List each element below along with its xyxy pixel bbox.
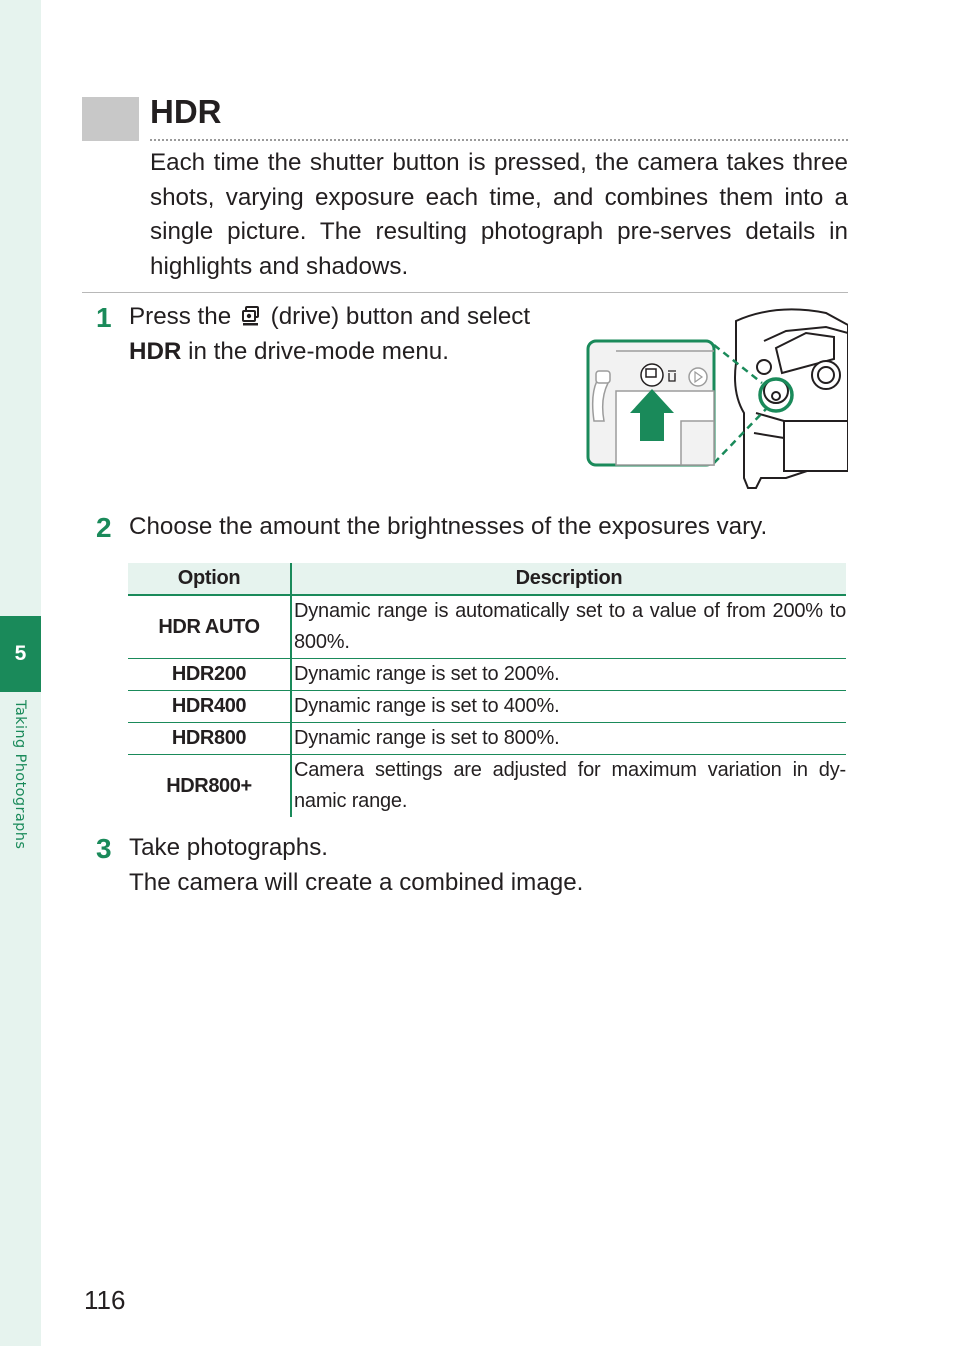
heading-marker (82, 97, 139, 141)
step-3-line-2: The camera will create a combined image. (129, 868, 584, 896)
option-cell: HDR400 (128, 691, 291, 723)
step-1-text-before: Press the (129, 303, 232, 330)
option-cell: HDR800 (128, 723, 291, 755)
chapter-title: Taking Photographs (12, 700, 28, 850)
step-1-text-end: in the drive-mode menu. (188, 337, 449, 365)
step-2-text: Choose the amount the brightnesses of the exposures vary. (129, 513, 768, 540)
step-3-line-1: Take photographs. (129, 834, 329, 861)
heading-divider (150, 139, 848, 141)
section-rule (82, 292, 848, 293)
page-number: 116 (84, 1285, 126, 1315)
table-row (128, 691, 846, 723)
chapter-number: 5 (14, 642, 27, 665)
column-header-description: Description (291, 563, 846, 595)
table-row (128, 755, 846, 818)
step-1-text-after: (drive) button and select (270, 303, 531, 330)
chapter-tab[interactable] (0, 616, 41, 692)
step-3-text (129, 831, 849, 900)
drive-icon (240, 305, 262, 327)
step-2-number: 2 (96, 512, 112, 543)
description-cell: Camera settings are adjusted for maximum variation in dy-namic range. (294, 759, 846, 812)
step-1-bold-term: HDR (129, 337, 182, 365)
option-cell: HDR800+ (128, 755, 291, 818)
table-header-row (128, 563, 846, 595)
step-1-text (129, 300, 579, 369)
zoom-panel (588, 341, 714, 465)
table-row (128, 723, 846, 755)
description-cell: Dynamic range is set to 400%. (291, 691, 846, 723)
section-title: HDR (150, 93, 222, 130)
option-cell: HDR AUTO (128, 595, 291, 659)
table-row (128, 659, 846, 691)
options-table (128, 563, 846, 817)
description-cell: Dynamic range is automatically set to a value of from 200% to 800%. (291, 595, 846, 659)
camera-drive-button-illustration (586, 303, 848, 493)
option-cell: HDR200 (128, 659, 291, 691)
table-row (128, 595, 846, 659)
step-3-number: 3 (96, 833, 112, 864)
column-header-option: Option (128, 563, 291, 595)
section-intro: Each time the shutter button is pressed, the camera takes three shots, varying exposure each time, and combines them into a single picture. The resulting photograph pre-serves details in highlights and shadows. (150, 149, 848, 280)
step-1-number: 1 (96, 302, 112, 333)
description-cell: Dynamic range is set to 200%. (291, 659, 846, 691)
description-cell: Dynamic range is set to 800%. (291, 723, 846, 755)
